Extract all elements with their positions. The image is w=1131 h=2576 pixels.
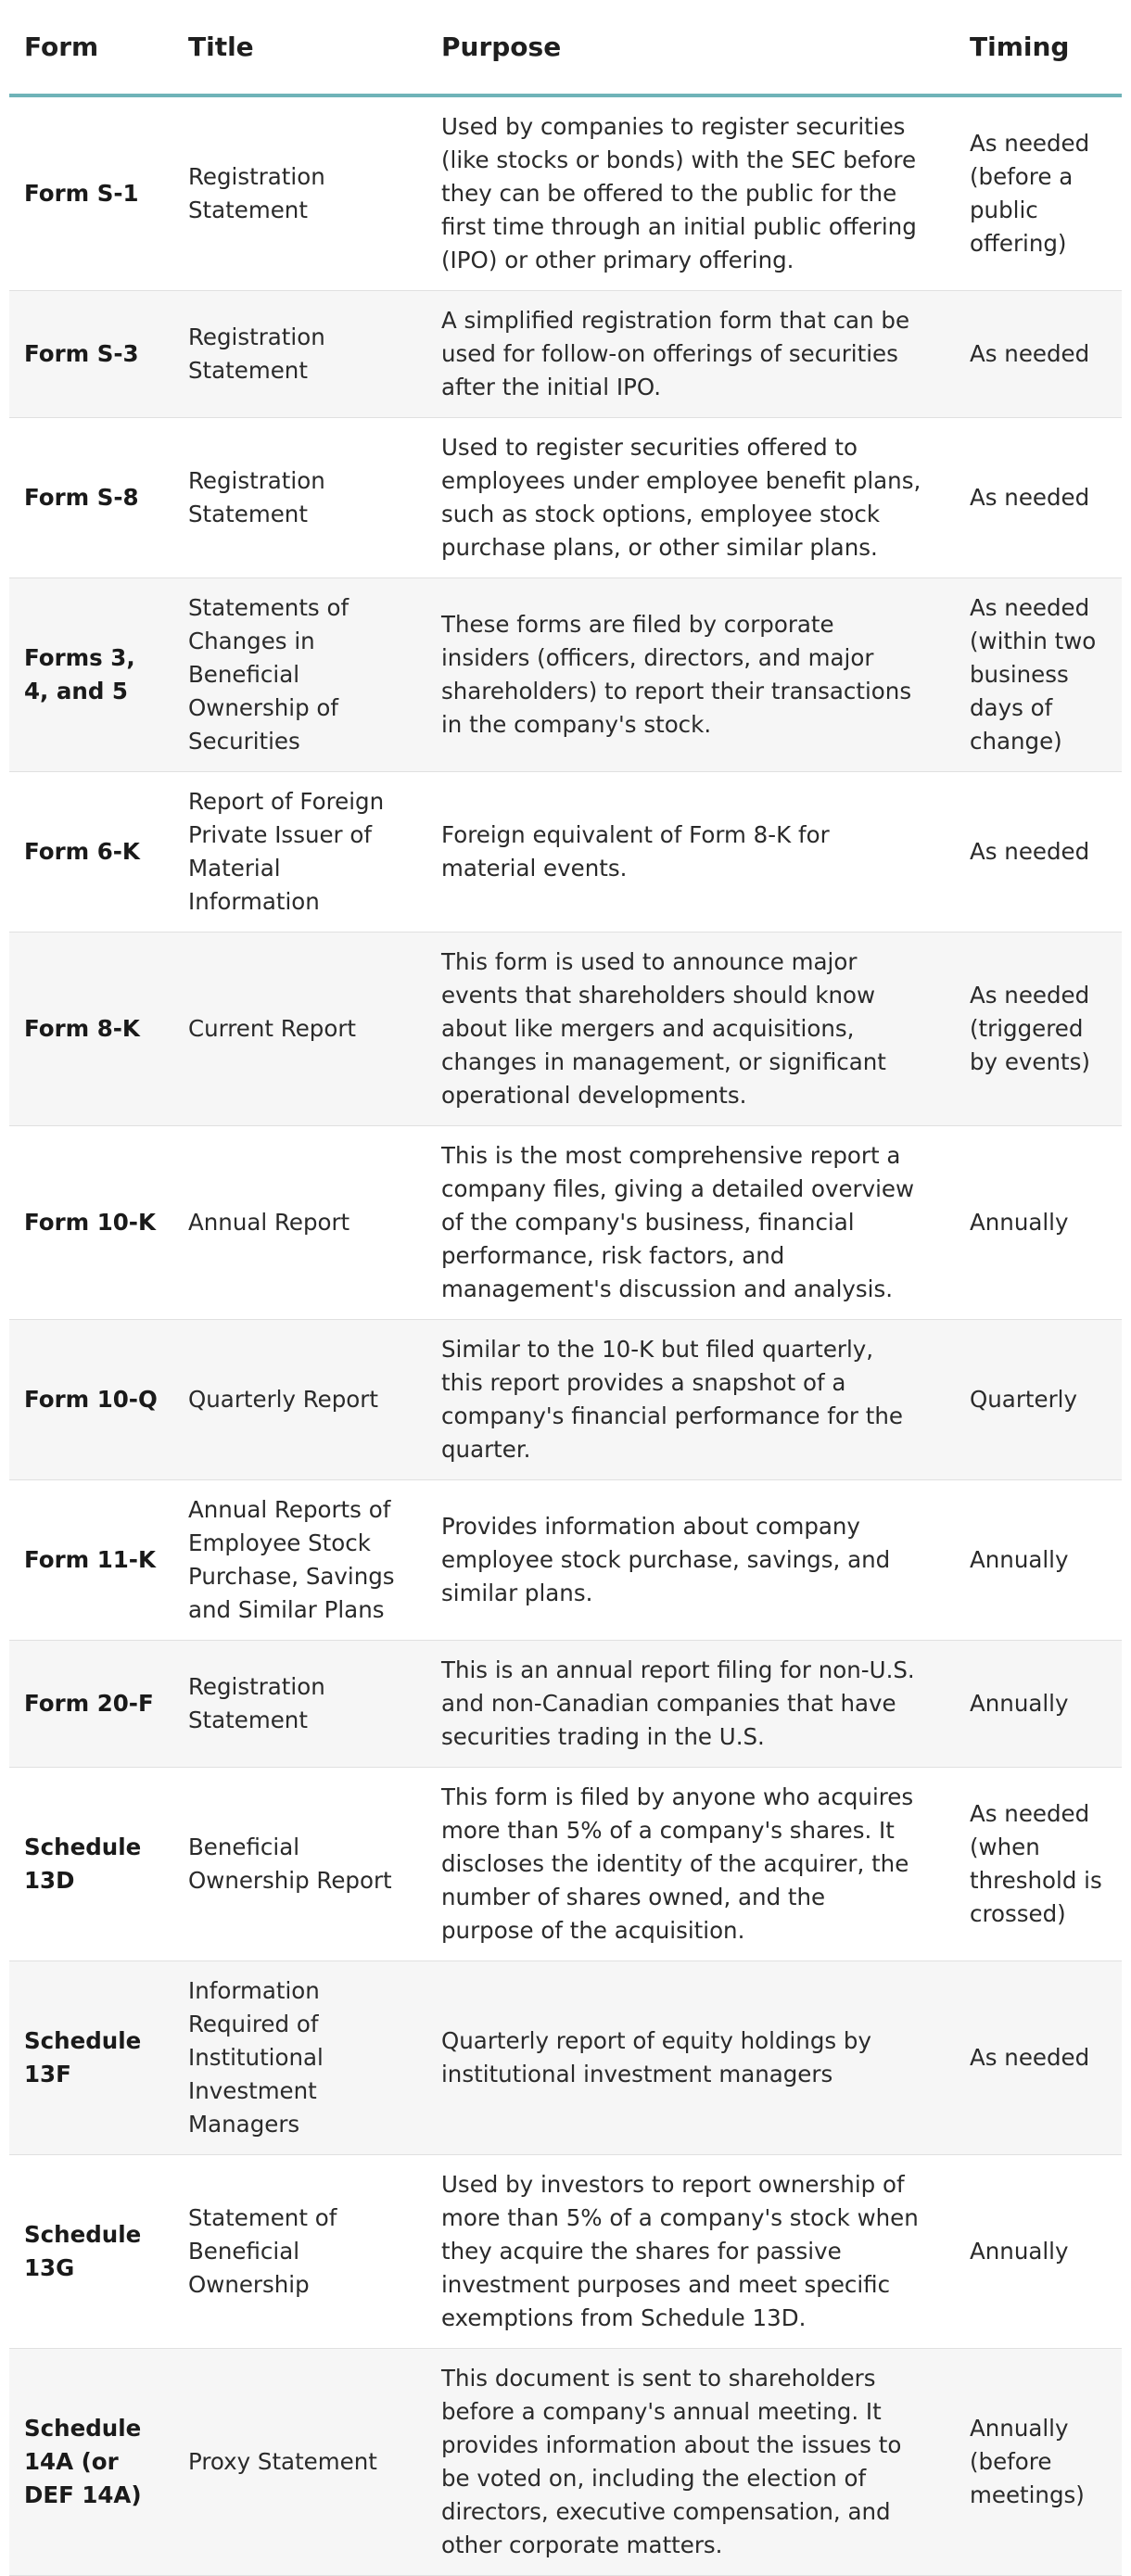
cell-timing: As needed (when threshold is crossed) (940, 1768, 1122, 1961)
cell-form: Form S-1 (9, 95, 173, 291)
sec-forms-table-container (9, 0, 1122, 2576)
cell-timing: Annually (before meetings) (940, 2349, 1122, 2576)
cell-purpose: This form is used to announce major events that shareholders should know about like mergers and acquisitions, changes in management, or significant operational developments. (418, 933, 940, 1126)
cell-form: Form 10-K (9, 1126, 173, 1320)
cell-purpose: A simplified registration form that can be used for follow-on offerings of securities after the initial IPO. (418, 291, 940, 418)
cell-form: Forms 3, 4, and 5 (9, 578, 173, 772)
table-row (9, 2349, 1122, 2576)
cell-timing: As needed (940, 1961, 1122, 2155)
cell-purpose: Used to register securities offered to employees under employee benefit plans, such as stock options, employee stock purchase plans, or other similar plans. (418, 418, 940, 578)
cell-title: Registration Statement (173, 418, 418, 578)
cell-form: Form S-3 (9, 291, 173, 418)
cell-timing: As needed (triggered by events) (940, 933, 1122, 1126)
cell-title: Registration Statement (173, 291, 418, 418)
cell-title: Annual Reports of Employee Stock Purchase, Savings and Similar Plans (173, 1480, 418, 1641)
cell-title: Proxy Statement (173, 2349, 418, 2576)
cell-timing: As needed (before a public offering) (940, 95, 1122, 291)
cell-title: Registration Statement (173, 1641, 418, 1768)
cell-form: Schedule 13D (9, 1768, 173, 1961)
table-row (9, 418, 1122, 578)
cell-form: Form 8-K (9, 933, 173, 1126)
table-row (9, 933, 1122, 1126)
cell-purpose: Used by investors to report ownership of more than 5% of a company's stock when they acquire the shares for passive investment purposes and meet specific exemptions from Schedule 13D. (418, 2155, 940, 2349)
cell-form: Form 6-K (9, 772, 173, 933)
header-row (9, 0, 1122, 95)
cell-purpose: This is an annual report filing for non-U.S. and non-Canadian companies that have securities trading in the U.S. (418, 1641, 940, 1768)
cell-timing: As needed (940, 291, 1122, 418)
cell-purpose: This document is sent to shareholders before a company's annual meeting. It provides information about the issues to be voted on, including the election of directors, executive compensation, and other corporate matters. (418, 2349, 940, 2576)
cell-purpose: This form is filed by anyone who acquires more than 5% of a company's shares. It discloses the identity of the acquirer, the number of shares owned, and the purpose of the acquisition. (418, 1768, 940, 1961)
cell-title: Annual Report (173, 1126, 418, 1320)
sec-forms-table (9, 0, 1122, 2576)
cell-purpose: These forms are filed by corporate insiders (officers, directors, and major shareholders) to report their transactions in the company's stock. (418, 578, 940, 772)
cell-title: Report of Foreign Private Issuer of Material Information (173, 772, 418, 933)
cell-timing: Annually (940, 1641, 1122, 1768)
cell-title: Statement of Beneficial Ownership (173, 2155, 418, 2349)
cell-purpose: Foreign equivalent of Form 8-K for material events. (418, 772, 940, 933)
cell-purpose: Quarterly report of equity holdings by institutional investment managers (418, 1961, 940, 2155)
cell-form: Form 11-K (9, 1480, 173, 1641)
cell-purpose: Similar to the 10-K but filed quarterly, this report provides a snapshot of a company's financial performance for the quarter. (418, 1320, 940, 1480)
table-row (9, 772, 1122, 933)
cell-form: Form 20-F (9, 1641, 173, 1768)
table-row (9, 578, 1122, 772)
cell-timing: Annually (940, 1480, 1122, 1641)
table-row (9, 1480, 1122, 1641)
column-header-timing: Timing (940, 0, 1122, 95)
cell-purpose: Used by companies to register securities (like stocks or bonds) with the SEC before they can be offered to the public for the first time through an initial public offering (IPO) or other primary offering. (418, 95, 940, 291)
cell-timing: As needed (within two business days of change) (940, 578, 1122, 772)
cell-timing: Quarterly (940, 1320, 1122, 1480)
table-row (9, 1961, 1122, 2155)
column-header-purpose: Purpose (418, 0, 940, 95)
cell-purpose: Provides information about company employee stock purchase, savings, and similar plans. (418, 1480, 940, 1641)
table-row (9, 1126, 1122, 1320)
table-row (9, 1320, 1122, 1480)
cell-timing: As needed (940, 772, 1122, 933)
table-row (9, 95, 1122, 291)
cell-title: Quarterly Report (173, 1320, 418, 1480)
table-row (9, 1641, 1122, 1768)
cell-title: Statements of Changes in Beneficial Ownership of Securities (173, 578, 418, 772)
column-header-form: Form (9, 0, 173, 95)
table-row (9, 1768, 1122, 1961)
table-body (9, 95, 1122, 2576)
column-header-title: Title (173, 0, 418, 95)
cell-form: Form 10-Q (9, 1320, 173, 1480)
cell-title: Beneficial Ownership Report (173, 1768, 418, 1961)
cell-form: Schedule 13G (9, 2155, 173, 2349)
cell-timing: Annually (940, 2155, 1122, 2349)
table-header (9, 0, 1122, 95)
cell-timing: As needed (940, 418, 1122, 578)
table-row (9, 291, 1122, 418)
cell-timing: Annually (940, 1126, 1122, 1320)
cell-form: Schedule 13F (9, 1961, 173, 2155)
cell-title: Information Required of Institutional Investment Managers (173, 1961, 418, 2155)
cell-title: Registration Statement (173, 95, 418, 291)
table-row (9, 2155, 1122, 2349)
cell-purpose: This is the most comprehensive report a company files, giving a detailed overview of the company's business, financial performance, risk factors, and management's discussion and analysis. (418, 1126, 940, 1320)
cell-form: Schedule 14A (or DEF 14A) (9, 2349, 173, 2576)
cell-form: Form S-8 (9, 418, 173, 578)
cell-title: Current Report (173, 933, 418, 1126)
